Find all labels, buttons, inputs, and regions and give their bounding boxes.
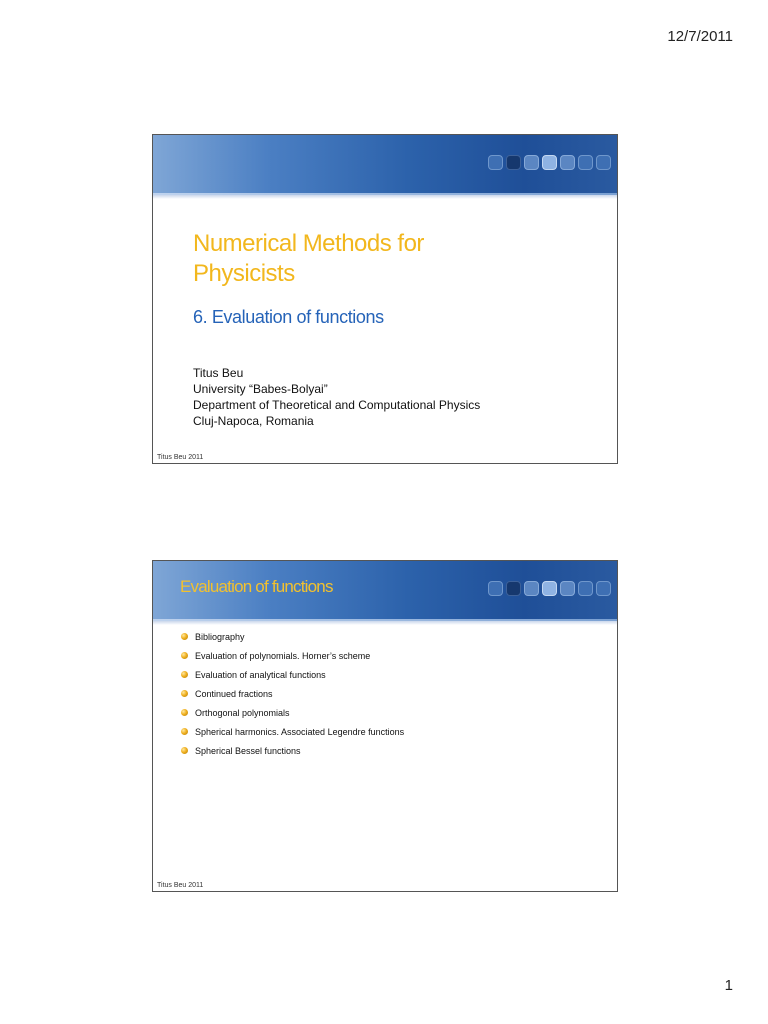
slide-title bbox=[193, 229, 424, 289]
list-item bbox=[181, 627, 404, 646]
slide-footer: Titus Beu 2011 bbox=[157, 882, 204, 889]
banner-separator bbox=[153, 193, 617, 195]
bullet-list bbox=[181, 627, 404, 760]
author-location: Cluj-Napoca, Romania bbox=[193, 414, 314, 428]
author-university: University “Babes-Bolyai” bbox=[193, 382, 328, 396]
slide-banner bbox=[153, 135, 617, 193]
list-item-label: Evaluation of analytical functions bbox=[195, 669, 326, 680]
title-line: Physicists bbox=[193, 260, 295, 287]
bullet-icon bbox=[181, 690, 188, 697]
list-item-label: Spherical harmonics. Associated Legendre functions bbox=[195, 726, 405, 737]
list-item bbox=[181, 703, 404, 722]
list-item bbox=[181, 646, 404, 665]
square-decoration bbox=[506, 581, 521, 596]
square-decoration bbox=[542, 581, 557, 596]
author-block bbox=[193, 365, 480, 429]
slide-1 bbox=[152, 134, 618, 464]
list-item-label: Bibliography bbox=[195, 631, 245, 642]
square-decoration bbox=[506, 155, 521, 170]
bullet-icon bbox=[181, 709, 188, 716]
square-decoration bbox=[560, 155, 575, 170]
bullet-icon bbox=[181, 633, 188, 640]
title-line: Numerical Methods for bbox=[193, 230, 424, 257]
author-name: Titus Beu bbox=[193, 366, 244, 380]
list-item bbox=[181, 684, 404, 703]
slide-title: Evaluation of functions bbox=[180, 577, 333, 596]
square-decoration bbox=[524, 155, 539, 170]
list-item bbox=[181, 741, 404, 760]
square-decoration bbox=[542, 155, 557, 170]
list-item-label: Continued fractions bbox=[195, 688, 273, 699]
bullet-icon bbox=[181, 671, 188, 678]
slide-subtitle: 6. Evaluation of functions bbox=[193, 307, 384, 327]
slide-banner bbox=[153, 561, 617, 619]
square-decoration bbox=[560, 581, 575, 596]
page-number: 1 bbox=[724, 977, 733, 994]
square-decoration bbox=[596, 581, 611, 596]
list-item-label: Evaluation of polynomials. Horner’s scheme bbox=[195, 650, 371, 661]
decorative-squares bbox=[488, 581, 611, 596]
list-item bbox=[181, 665, 404, 684]
square-decoration bbox=[488, 581, 503, 596]
list-item-label: Orthogonal polynomials bbox=[195, 707, 290, 718]
square-decoration bbox=[488, 155, 503, 170]
square-decoration bbox=[578, 155, 593, 170]
bullet-icon bbox=[181, 728, 188, 735]
slide-2 bbox=[152, 560, 618, 892]
bullet-icon bbox=[181, 747, 188, 754]
slide-footer: Titus Beu 2011 bbox=[157, 454, 204, 461]
banner-separator bbox=[153, 619, 617, 621]
author-department: Department of Theoretical and Computational Physics bbox=[193, 398, 481, 412]
bullet-icon bbox=[181, 652, 188, 659]
list-item-label: Spherical Bessel functions bbox=[195, 745, 301, 756]
square-decoration bbox=[596, 155, 611, 170]
decorative-squares bbox=[488, 155, 611, 170]
square-decoration bbox=[578, 581, 593, 596]
page-date: 12/7/2011 bbox=[667, 28, 733, 45]
square-decoration bbox=[524, 581, 539, 596]
list-item bbox=[181, 722, 404, 741]
